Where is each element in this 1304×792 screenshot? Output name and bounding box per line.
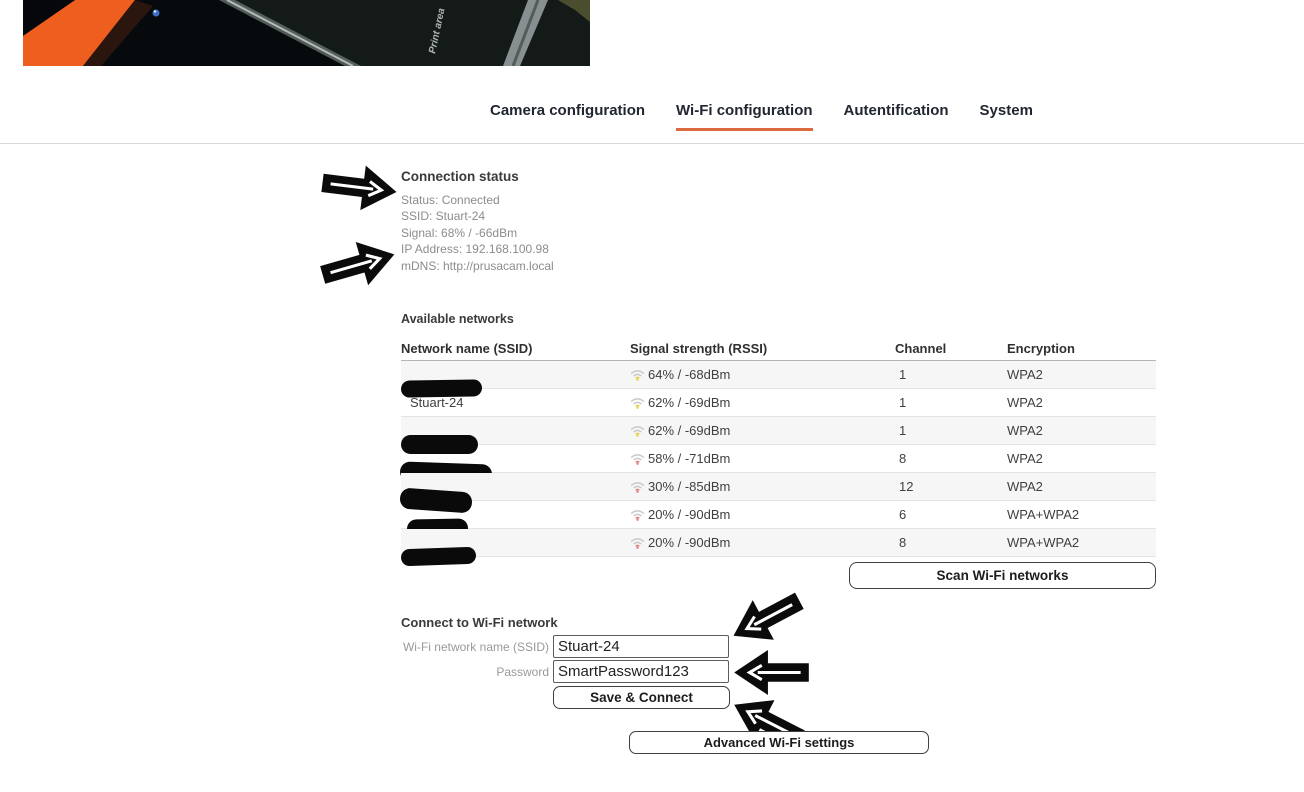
table-row[interactable] xyxy=(401,417,1156,445)
tab-bar xyxy=(490,102,1033,131)
wifi-signal-icon xyxy=(630,452,645,465)
encryption-cell: WPA+WPA2 xyxy=(1007,507,1080,522)
ssid-cell: Stuart-24 xyxy=(410,395,464,410)
annotation-arrow-ip-address-icon xyxy=(316,231,402,297)
column-header-encryption: Encryption xyxy=(1007,341,1075,356)
tab-wifi-configuration[interactable]: Wi-Fi configuration xyxy=(676,102,813,131)
tab-system[interactable]: System xyxy=(979,102,1033,119)
signal-cell: 58% / -71dBm xyxy=(648,451,731,466)
connect-form-title: Connect to Wi-Fi network xyxy=(401,615,558,630)
channel-cell: 1 xyxy=(899,367,907,382)
column-header-signal: Signal strength (RSSI) xyxy=(630,341,768,356)
connection-status-details xyxy=(401,192,554,274)
tab-camera-configuration[interactable]: Camera configuration xyxy=(490,102,646,119)
annotation-arrow-ssid-input-icon xyxy=(721,580,810,657)
encryption-cell: WPA2 xyxy=(1007,451,1043,466)
table-row[interactable] xyxy=(401,361,1156,389)
encryption-cell: WPA2 xyxy=(1007,395,1043,410)
ip-address-line: IP Address: 192.168.100.98 xyxy=(401,242,549,257)
channel-cell: 8 xyxy=(899,451,907,466)
divider xyxy=(0,143,1304,144)
save-and-connect-button[interactable]: Save & Connect xyxy=(553,686,730,709)
table-row[interactable] xyxy=(401,529,1156,557)
table-row[interactable] xyxy=(401,473,1156,501)
column-header-channel: Channel xyxy=(895,341,947,356)
password-input[interactable] xyxy=(553,660,729,683)
advanced-wifi-settings-button[interactable]: Advanced Wi-Fi settings xyxy=(629,731,929,754)
column-header-ssid: Network name (SSID) xyxy=(401,341,533,356)
channel-cell: 8 xyxy=(899,535,907,550)
password-field-label: Password xyxy=(496,665,549,679)
wifi-signal-icon xyxy=(630,368,645,381)
signal-cell: 30% / -85dBm xyxy=(648,479,731,494)
wifi-signal-icon xyxy=(630,508,645,521)
camera-preview-image xyxy=(23,0,590,66)
signal-cell: 62% / -69dBm xyxy=(648,395,731,410)
encryption-cell: WPA2 xyxy=(1007,423,1043,438)
signal-cell: 62% / -69dBm xyxy=(648,423,731,438)
signal-line: Signal: 68% / -66dBm xyxy=(401,225,518,240)
table-row[interactable] xyxy=(401,445,1156,473)
annotation-arrow-connection-status-icon xyxy=(319,160,400,216)
ssid-input[interactable] xyxy=(553,635,729,658)
channel-cell: 1 xyxy=(899,423,907,438)
encryption-cell: WPA2 xyxy=(1007,367,1043,382)
status-line: Status: Connected xyxy=(401,193,500,207)
wifi-signal-icon xyxy=(630,424,645,437)
signal-cell: 20% / -90dBm xyxy=(648,507,731,522)
wifi-signal-icon xyxy=(630,396,645,409)
ssid-field-label: Wi-Fi network name (SSID) xyxy=(402,640,549,654)
channel-cell: 6 xyxy=(899,507,907,522)
table-row[interactable] xyxy=(401,501,1156,529)
encryption-cell: WPA2 xyxy=(1007,479,1043,494)
encryption-cell: WPA+WPA2 xyxy=(1007,535,1080,550)
tab-autentification[interactable]: Autentification xyxy=(843,102,949,119)
channel-cell: 12 xyxy=(899,479,914,494)
networks-table-header xyxy=(401,341,1156,361)
wifi-signal-icon xyxy=(630,480,645,493)
channel-cell: 1 xyxy=(899,395,907,410)
redaction-mark xyxy=(401,546,477,566)
ssid-line: SSID: Stuart-24 xyxy=(401,209,486,224)
table-row[interactable] xyxy=(401,389,1156,417)
print-area-photo-text: Print area xyxy=(427,7,448,55)
scan-wifi-networks-button[interactable]: Scan Wi-Fi networks xyxy=(849,562,1156,589)
wifi-signal-icon xyxy=(630,536,645,549)
signal-cell: 20% / -90dBm xyxy=(648,535,731,550)
available-networks-title: Available networks xyxy=(401,312,514,326)
signal-cell: 64% / -68dBm xyxy=(648,367,731,382)
networks-table xyxy=(401,341,1156,557)
mdns-line: mDNS: http://prusacam.local xyxy=(401,258,554,273)
connection-status-title: Connection status xyxy=(401,169,519,184)
